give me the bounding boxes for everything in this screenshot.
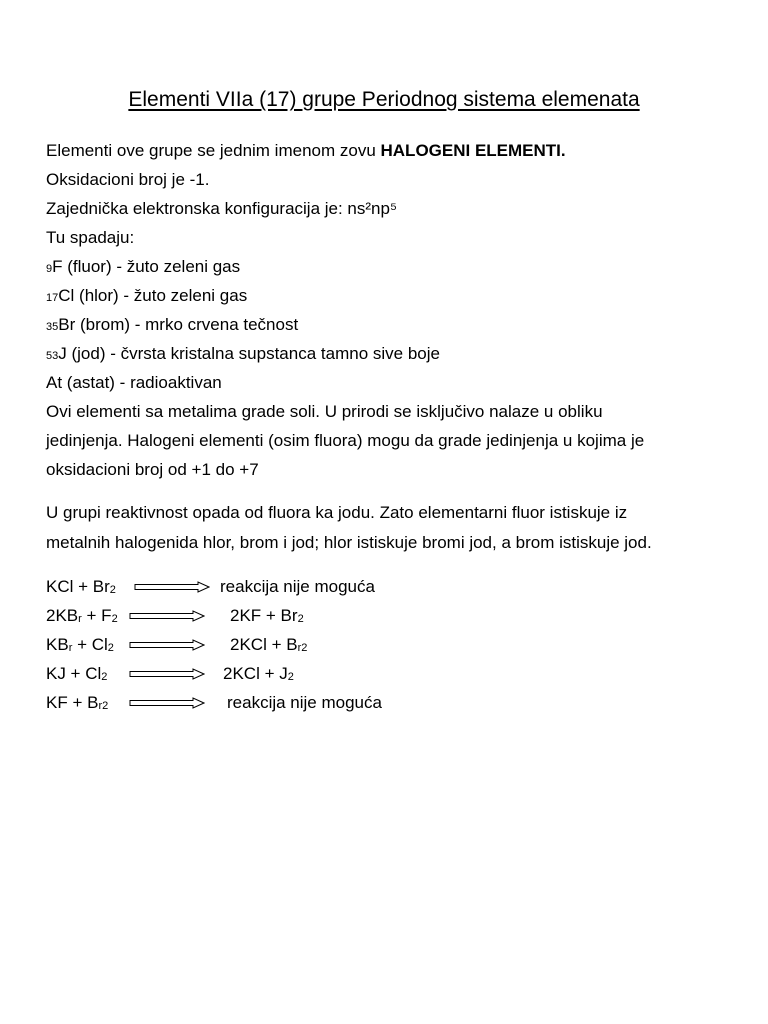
element-brom xyxy=(46,310,736,339)
reactant-text: KJ + Cl xyxy=(46,664,102,683)
element-text: Cl (hlor) - žuto zeleni gas xyxy=(58,286,248,305)
reactant-text: + F xyxy=(81,606,112,625)
product-text: 2KCl + B xyxy=(230,635,298,654)
tu-spadaju-line: Tu spadaju: xyxy=(46,228,135,247)
product-text: reakcija nije moguća xyxy=(220,577,375,596)
subscript: 2 xyxy=(107,642,114,654)
subscript: r xyxy=(68,642,73,654)
page-title: Elementi VIIa (17) grupe Periodnog sistema elemenata xyxy=(128,88,640,111)
reaction-reactants xyxy=(46,688,108,721)
element-text: J (jod) - čvrsta kristalna supstanca tamno sive boje xyxy=(58,344,440,363)
atomic-number: 35 xyxy=(46,321,59,333)
product-text: reakcija nije moguća xyxy=(227,693,382,712)
element-fluor xyxy=(46,252,736,281)
reactant-text: 2KB xyxy=(46,606,79,625)
paragraph2-line-2: metalnih halogenida hlor, brom i jod; hlor istiskuje bromi jod, a brom istiskuje jod. xyxy=(46,533,652,552)
intro-text: Elementi ove grupe se jednim imenom zovu xyxy=(46,141,381,160)
arrow-icon xyxy=(129,639,205,651)
reaction-row xyxy=(46,601,736,630)
reaction-row xyxy=(46,572,736,601)
reactivity-paragraph xyxy=(46,498,736,558)
product-text: 2KCl + J xyxy=(223,664,288,683)
subscript: r2 xyxy=(98,700,109,712)
reactant-text: KCl + Br xyxy=(46,577,110,596)
subscript: 2 xyxy=(287,671,294,683)
product-text: 2KF + Br xyxy=(230,606,298,625)
subscript: r xyxy=(78,613,82,625)
reaction-row xyxy=(46,630,736,659)
arrow-icon xyxy=(129,697,205,709)
reaction-row xyxy=(46,688,736,717)
element-text: F (fluor) - žuto zeleni gas xyxy=(52,257,241,276)
halogeni-bold: HALOGENI ELEMENTI. xyxy=(380,141,566,160)
element-hlor xyxy=(46,281,736,310)
element-jod xyxy=(46,339,736,368)
oxidation-line: Oksidacioni broj je -1. xyxy=(46,170,210,189)
subscript: 2 xyxy=(297,613,304,625)
reactions-list xyxy=(46,572,736,717)
document-body xyxy=(46,136,736,717)
reaction-row xyxy=(46,659,736,688)
paragraph1-line-2: jedinjenja. Halogeni elementi (osim fluora) mogu da grade jedinjenja u kojima je xyxy=(46,431,645,450)
atomic-number: 9 xyxy=(46,263,53,275)
paragraph1-line-1: Ovi elementi sa metalima grade soli. U prirodi se isključivo nalaze u obliku xyxy=(46,402,603,421)
subscript: 2 xyxy=(109,584,116,596)
paragraph1-line-3: oksidacioni broj od +1 do +7 xyxy=(46,460,259,479)
element-text: Br (brom) - mrko crvena tečnost xyxy=(58,315,299,334)
reaction-products xyxy=(227,688,382,721)
paragraph2-line-1: U grupi reaktivnost opada od fluora ka jodu. Zato elementarni fluor istiskuje iz xyxy=(46,503,628,522)
arrow-icon xyxy=(129,610,205,622)
atomic-number: 17 xyxy=(46,292,59,304)
reactant-text: + Cl xyxy=(72,635,108,654)
subscript: 2 xyxy=(101,671,108,683)
reactant-text: KB xyxy=(46,635,69,654)
atomic-number: 53 xyxy=(46,350,59,362)
intro-line-1 xyxy=(46,136,736,165)
arrow-icon xyxy=(129,668,205,680)
subscript: 2 xyxy=(111,613,118,625)
subscript: r2 xyxy=(297,642,308,654)
configuration-line: Zajednička elektronska konfiguracija je: ns²np⁵ xyxy=(46,199,398,218)
reactant-text: KF + B xyxy=(46,693,99,712)
arrow-icon xyxy=(134,581,210,593)
element-astat: At (astat) - radioaktivan xyxy=(46,373,222,392)
